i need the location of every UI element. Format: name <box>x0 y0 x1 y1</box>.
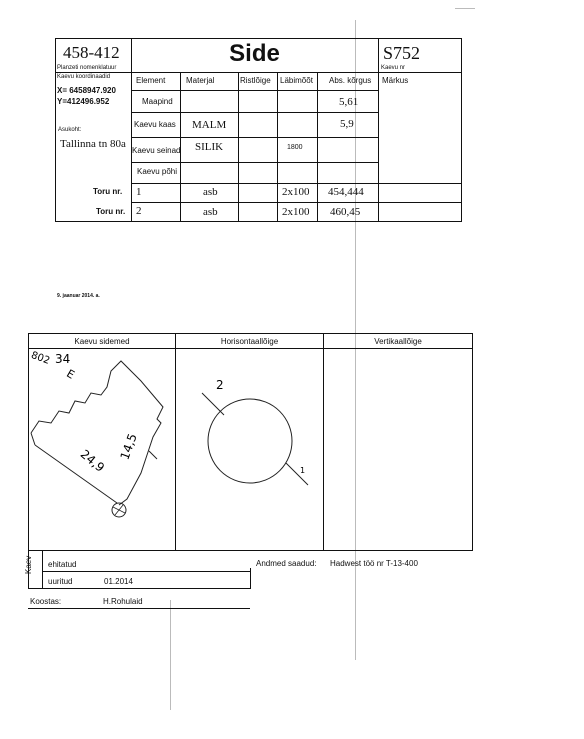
well-caption: Kaevu nr <box>381 65 406 71</box>
panel-title-connections: Kaevu sidemed <box>74 337 130 346</box>
pipe-number: 1 <box>136 186 142 198</box>
grid-line <box>238 72 239 221</box>
pipe-height: 454,444 <box>328 186 364 198</box>
x-coordinate: X= 6458947.920 <box>57 86 116 95</box>
grid-line <box>131 90 379 91</box>
grid-line <box>131 183 461 184</box>
location: Tallinna tn 80a <box>60 138 126 150</box>
scan-artifact <box>455 8 475 9</box>
author-value: H.Rohulaid <box>103 597 143 606</box>
pipe-label: Toru nr. <box>93 187 123 196</box>
surveyed-value: 01.2014 <box>104 577 133 586</box>
pipe-label-2: 2 <box>216 378 224 392</box>
grid-line <box>131 202 461 203</box>
column-header-height: Abs. kõrgus <box>329 76 372 85</box>
hw-label-top2: 34 <box>55 352 71 366</box>
grid-line <box>28 550 473 551</box>
author-label: Koostas: <box>30 597 62 606</box>
row-diameter: 1800 <box>287 144 303 151</box>
row-element: Kaevu seinad <box>132 146 181 155</box>
pipe-size: 2x100 <box>282 206 310 218</box>
row-height: 5,9 <box>340 118 354 130</box>
hw-dist-1: 24,9 <box>77 446 108 475</box>
row-element: Kaevu kaas <box>134 120 176 129</box>
horizontal-section-sketch <box>176 349 322 549</box>
panel-title-horizontal: Horisontaallõige <box>220 337 279 346</box>
data-source-label: Andmed saadud: <box>256 559 317 568</box>
pipe-line-2 <box>202 393 224 415</box>
row-material: SILIK <box>195 141 224 153</box>
column-header-section: Ristlõige <box>240 76 271 85</box>
grid-line <box>55 72 461 73</box>
pipe-material: asb <box>203 206 218 218</box>
grid-line <box>317 72 318 221</box>
side-label: Kaev <box>24 555 33 574</box>
sheet-caption: Planzeti nomenklatuur <box>57 65 117 71</box>
row-element: Maapind <box>142 97 173 106</box>
well-number: S752 <box>383 43 421 63</box>
pipe-label: Toru nr. <box>96 207 126 216</box>
grid-line <box>472 333 473 550</box>
hw-dist-2: 14,5 <box>117 431 140 462</box>
grid-line <box>28 333 473 334</box>
coords-caption: Kaevu koordinaadid <box>57 74 111 80</box>
column-header-notes: Märkus <box>382 76 409 85</box>
column-header-diameter: Läbimõõt <box>280 76 313 85</box>
panel-title-vertical: Vertikaallõige <box>374 337 422 346</box>
pipe-label-1: 1 <box>300 466 306 475</box>
data-source-value: Hadwest töö nr T-13-400 <box>330 559 418 568</box>
grid-line <box>131 137 379 138</box>
surveyed-label: uuritud <box>48 577 73 586</box>
grid-line <box>28 608 250 609</box>
y-coordinate: Y=412496.952 <box>57 97 110 106</box>
connections-sketch <box>29 349 175 549</box>
hw-label-top: 802 <box>29 349 52 367</box>
grid-line <box>250 568 251 589</box>
pipe-number: 2 <box>136 205 142 217</box>
built-label: ehitatud <box>48 560 77 569</box>
date-note: 9. jaanuar 2014. a. <box>57 293 100 299</box>
hw-label-e: E <box>64 366 77 382</box>
sheet-number: 458-412 <box>63 43 120 62</box>
grid-line <box>28 588 250 589</box>
pipe-height: 460,45 <box>330 206 361 218</box>
pipe-size: 2x100 <box>282 186 310 198</box>
row-material: MALM <box>192 119 227 131</box>
location-caption: Asukoht: <box>58 127 82 133</box>
grid-line <box>42 550 43 588</box>
grid-line <box>323 333 324 550</box>
pipe-material: asb <box>203 186 218 198</box>
grid-line <box>277 72 278 221</box>
row-element: Kaevu põhi <box>137 167 178 176</box>
grid-line <box>131 112 379 113</box>
row-height: 5,61 <box>339 96 359 108</box>
column-header-material: Materjal <box>186 76 215 85</box>
grid-line <box>131 162 379 163</box>
grid-line <box>42 571 250 572</box>
scan-artifact <box>170 600 171 710</box>
column-header-element: Element <box>136 76 166 85</box>
page-title: Side <box>229 40 280 67</box>
